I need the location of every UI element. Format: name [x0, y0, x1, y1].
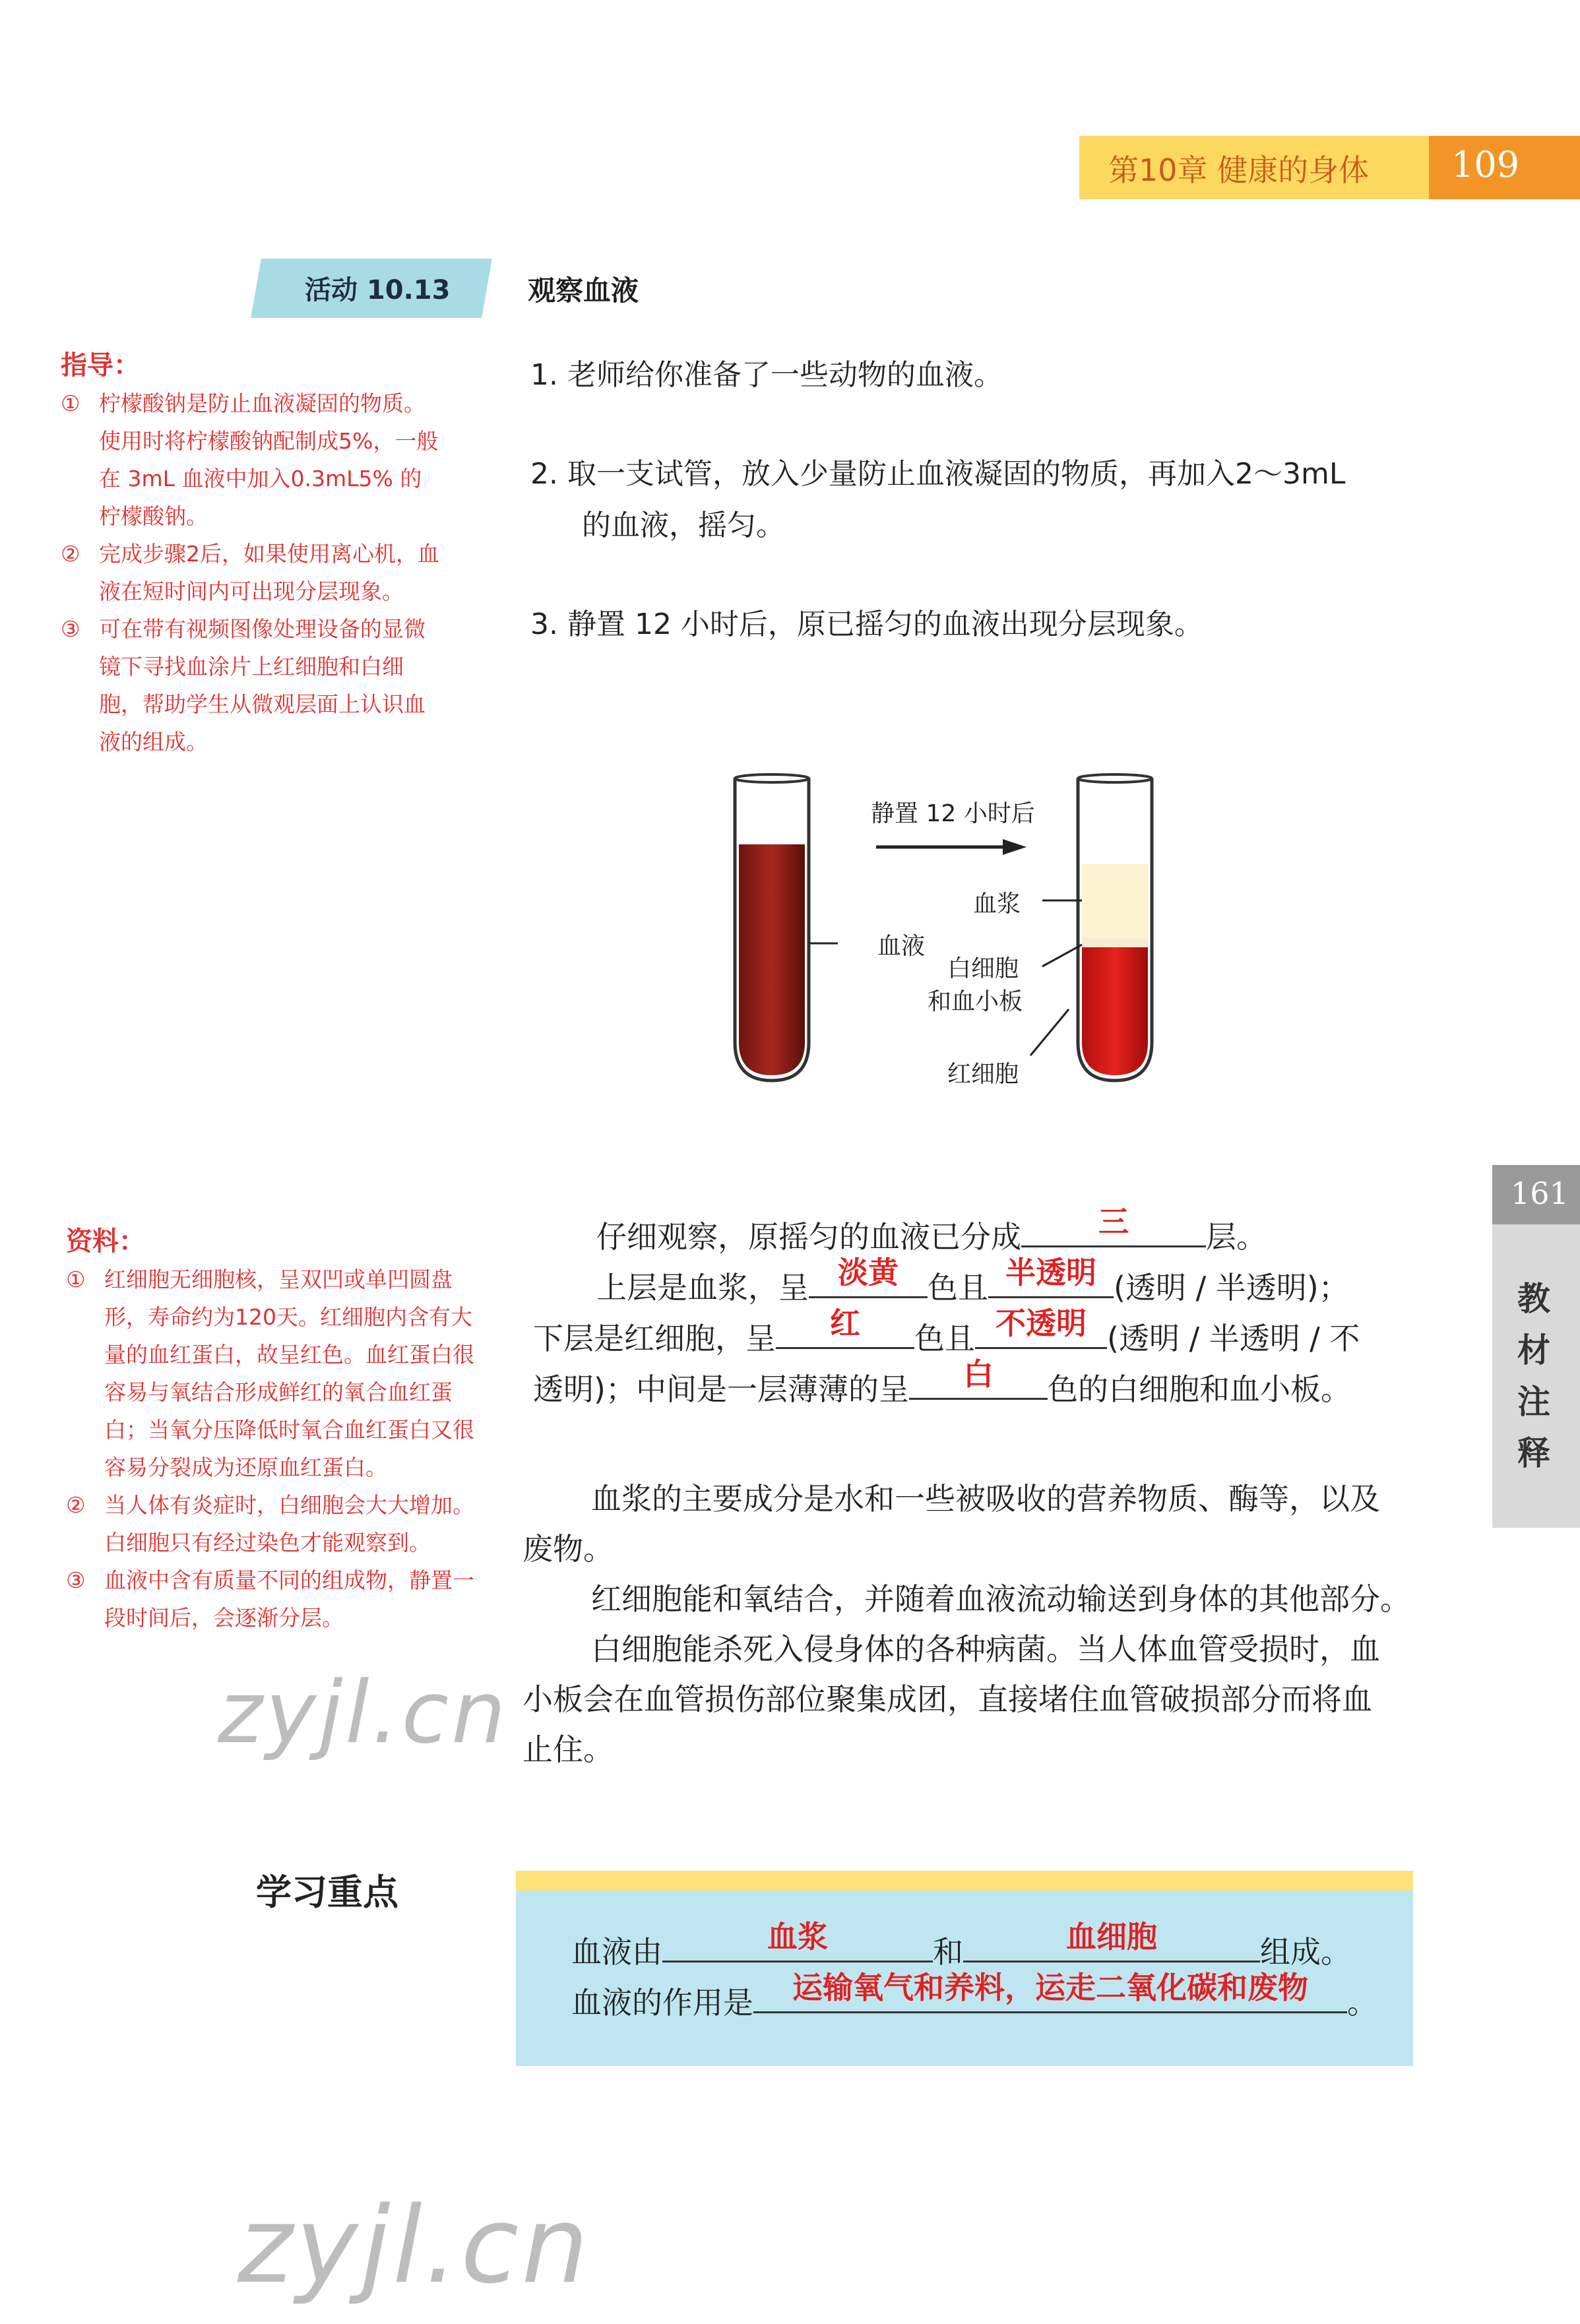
answer-blank[interactable]	[988, 1255, 1114, 1298]
materials-item	[66, 1486, 488, 1561]
rbc-label: 红细胞	[947, 1061, 1019, 1088]
kp-text: 。	[1347, 1985, 1377, 2021]
body-line: 红细胞能和氧结合，并随着血液流动输送到身体的其他部分。	[591, 1581, 1410, 1617]
arrow-label: 静置 12 小时后	[871, 800, 1035, 827]
rbc-leader-line	[1030, 1009, 1069, 1055]
materials-item	[66, 1261, 488, 1486]
left-test-tube	[735, 774, 809, 1081]
guide-item	[61, 385, 443, 535]
kp-text: 和	[933, 1934, 963, 1970]
materials-item-number: ①	[66, 1267, 86, 1292]
obs-text: 上层是血浆，呈	[596, 1270, 809, 1305]
answer-text: 红	[830, 1305, 860, 1341]
guide-notes	[61, 344, 443, 761]
obs-text: 色且	[914, 1321, 975, 1356]
answer-text: 淡黄	[838, 1255, 899, 1290]
body-line: 血浆的主要成分是水和一些被吸收的营养物质、酶等，以及	[591, 1481, 1380, 1517]
side-tab-label: 教材注释	[1517, 1280, 1550, 1472]
answer-blank[interactable]	[1021, 1204, 1206, 1247]
chapter-title: 第10章 健康的身体	[1108, 152, 1370, 188]
step-2: 2. 取一支试管，放入少量防止血液凝固的物质，再加入2～3mL	[530, 457, 1346, 491]
kp-text: 血液由	[571, 1934, 662, 1970]
materials-item-number: ②	[66, 1492, 86, 1518]
materials-item-text: 红细胞无细胞核，呈双凹或单凹圆盘形，寿命约为120天。红细胞内含有大量的血红蛋白，故呈红色。血红蛋白很容易与氧结合形成鲜红的氧合血红蛋白；当氧分压降低时氧合血红蛋白又很容易分裂成为还原血红蛋白。	[104, 1267, 474, 1480]
body-line: 止住。	[522, 1732, 614, 1767]
obs-text: 下层是红细胞，呈	[533, 1321, 776, 1356]
wbc-label: 白细胞	[947, 955, 1019, 982]
arrow-icon	[876, 839, 1027, 855]
obs-text: 仔细观察，原摇匀的血液已分成	[596, 1219, 1021, 1255]
page-number: 109	[1451, 144, 1520, 185]
answer-blank[interactable]	[776, 1305, 914, 1349]
obs-text: 层。	[1206, 1219, 1267, 1255]
body-line: 白细胞能杀死入侵身体的各种病菌。当人体血管受损时，血	[591, 1631, 1380, 1667]
materials-item-text: 血液中含有质量不同的组成物，静置一段时间后，会逐渐分层。	[104, 1567, 474, 1631]
observation-paragraph	[533, 1204, 1437, 1414]
answer-text: 半透明	[1005, 1255, 1096, 1290]
plasma-label: 血浆	[973, 891, 1021, 918]
side-tab-page: 161	[1511, 1176, 1569, 1211]
materials-item-number: ③	[66, 1567, 86, 1593]
key-points-text	[571, 1919, 1403, 2028]
body-line: 小板会在血管损伤部位聚集成团，直接堵住血管破损部分而将血	[522, 1681, 1372, 1717]
guide-item-number: ③	[61, 616, 80, 642]
activity-title: 观察血液	[528, 274, 639, 307]
answer-text: 三	[1098, 1204, 1129, 1240]
answer-text: 不透明	[995, 1305, 1087, 1341]
answer-text: 运输氧气和养料，运走二氧化碳和废物	[792, 1970, 1308, 2005]
watermark: zyjl.cn	[237, 2183, 591, 2307]
materials-notes	[66, 1220, 488, 1637]
guide-heading: 指导：	[61, 350, 140, 381]
obs-text: 透明)；中间是一层薄薄的呈	[533, 1371, 909, 1407]
guide-item-text: 可在带有视频图像处理设备的显微镜下寻找血涂片上红细胞和白细胞，帮助学生从微观层面上认识血液的组成。	[99, 616, 426, 755]
guide-item	[61, 535, 443, 610]
platelet-label: 和血小板	[928, 988, 1023, 1015]
answer-blank[interactable]	[662, 1919, 933, 1963]
watermark: zyjl.cn	[218, 1662, 509, 1763]
answer-blank[interactable]	[753, 1970, 1347, 2013]
materials-heading: 资料：	[66, 1226, 145, 1257]
body-text	[522, 1474, 1433, 1774]
step-3: 3. 静置 12 小时后，原已摇匀的血液出现分层现象。	[530, 608, 1203, 641]
guide-item-number: ②	[61, 541, 80, 567]
materials-item	[66, 1561, 488, 1637]
obs-text: 色且	[928, 1270, 988, 1305]
kp-text: 血液的作用是	[571, 1985, 753, 2021]
answer-text: 血浆	[767, 1919, 828, 1955]
materials-item-text: 当人体有炎症时，白细胞会大大增加。白细胞只有经过染色才能观察到。	[104, 1492, 474, 1555]
right-test-tube	[1078, 774, 1152, 1081]
step-2-continued: 的血液，摇匀。	[582, 509, 785, 542]
blood-label: 血液	[877, 933, 926, 960]
obs-text: (透明 / 半透明)；	[1114, 1270, 1349, 1305]
guide-item-number: ①	[61, 391, 80, 416]
answer-blank[interactable]	[809, 1255, 928, 1298]
wbc-leader-line	[1042, 945, 1082, 966]
activity-steps	[530, 350, 1454, 650]
guide-item-text: 柠檬酸钠是防止血液凝固的物质。使用时将柠檬酸钠配制成5%，一般在 3mL 血液中加入0.3mL5% 的柠檬酸钠。	[99, 391, 439, 529]
obs-text: 色的白细胞和血小板。	[1047, 1371, 1351, 1407]
answer-text: 白	[963, 1356, 994, 1392]
answer-blank[interactable]	[963, 1919, 1260, 1963]
body-line: 废物。	[522, 1531, 614, 1567]
summary-box-top	[516, 1871, 1413, 1891]
activity-label: 活动 10.13	[305, 275, 451, 305]
answer-blank[interactable]	[975, 1305, 1107, 1349]
key-points-title: 学习重点	[256, 1871, 398, 1913]
answer-blank[interactable]	[909, 1356, 1048, 1400]
guide-item-text: 完成步骤2后，如果使用离心机，血液在短时间内可出现分层现象。	[99, 541, 439, 604]
step-1: 1. 老师给你准备了一些动物的血液。	[530, 358, 1003, 392]
kp-text: 组成。	[1260, 1934, 1351, 1970]
obs-text: (透明 / 半透明 / 不	[1107, 1321, 1360, 1356]
answer-text: 血细胞	[1066, 1919, 1157, 1955]
guide-item	[61, 610, 443, 761]
